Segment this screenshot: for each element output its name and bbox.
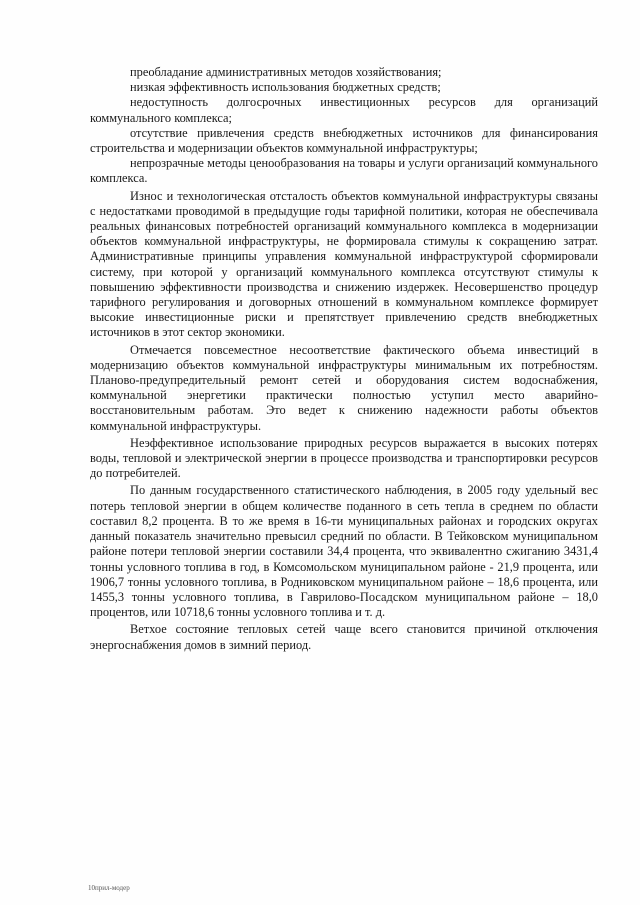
- paragraph-heating-network-state: Ветхое состояние тепловых сетей чаще всего становится причиной отключения энергоснабжения домов в зимний период.: [90, 622, 598, 652]
- list-item-pricing-methods: непрозрачные методы ценообразования на товары и услуги организаций коммунального комплекса.: [90, 156, 598, 186]
- list-item-extrabudgetary-sources: отсутствие привлечения средств внебюджетных источников для финансирования строительства и модернизации объектов коммунальной инфраструктуры;: [90, 125, 598, 156]
- paragraph-heat-loss-statistics: По данным государственного статистического наблюдения, в 2005 году удельный вес потерь тепловой энергии в общем количестве поданного в сеть тепла в среднем по области составил 8,2 процента. В то же время в 16-ти муниципальных районах и городских округах данный показатель значительно превысил средний по области. В Тейковском муниципальном районе потери тепловой энергии составили 34,4 процента, что эквивалентно сжиганию 3431,4 тонны условного топлива в год, в Комсомольском муниципальном районе - 21,9 процента, или 1906,7 тонны условного топлива, в Родниковском муниципальном районе – 18,6 процента, или 1455,3 тонны условного топлива, в Гаврилово-Посадском муниципальном районе – 18,0 процентов, или 10718,6 тонны условного топлива и т. д.: [90, 483, 598, 620]
- footer-file-label: 10прил-модер: [88, 884, 130, 892]
- list-item-admin-methods: преобладание административных методов хозяйствования;: [130, 65, 442, 79]
- paragraph-infrastructure-wear: Износ и технологическая отсталость объектов коммунальной инфраструктуры связаны с недостатками проводимой в предыдущие годы тарифной политики, которая не обеспечивала реальных финансовых потребностей организаций коммунального комплекса в модернизации объектов коммунальной инфраструктуры, не формировала стимулы к сокращению затрат. Административные принципы управления коммунальной инфраструктурой сформировали систему, при которой у организаций коммунального комплекса отсутствуют стимулы к повышению эффективности производства и снижению издержек. Несовершенство процедур тарифного регулирования и договорных отношений в коммунальном комплексе формирует высокие инвестиционные риски и препятствует привлечению средств внебюджетных источников в этот сектор экономики.: [90, 188, 598, 340]
- document-body: [90, 65, 598, 653]
- paragraph-resource-losses: Неэффективное использование природных ресурсов выражается в высоких потерях воды, тепловой и электрической энергии в процессе производства и транспортировки ресурсов до потребителей.: [90, 435, 598, 481]
- list-item-long-term-investment: недоступность долгосрочных инвестиционных ресурсов для организаций коммунального комплекса;: [90, 95, 598, 125]
- paragraph-investment-mismatch: Отмечается повсеместное несоответствие фактического объема инвестиций в модернизацию объектов коммунальной инфраструктуры минимальным их потребностям. Планово-предупредительный ремонт сетей и оборудования систем водоснабжения, коммунальной энергетики практически полностью уступил место аварийно-восстановительным работам. Это ведет к снижению надежности работы объектов коммунальной инфраструктуры.: [90, 342, 598, 433]
- list-item-budget-efficiency: низкая эффективность использования бюджетных средств;: [130, 80, 441, 95]
